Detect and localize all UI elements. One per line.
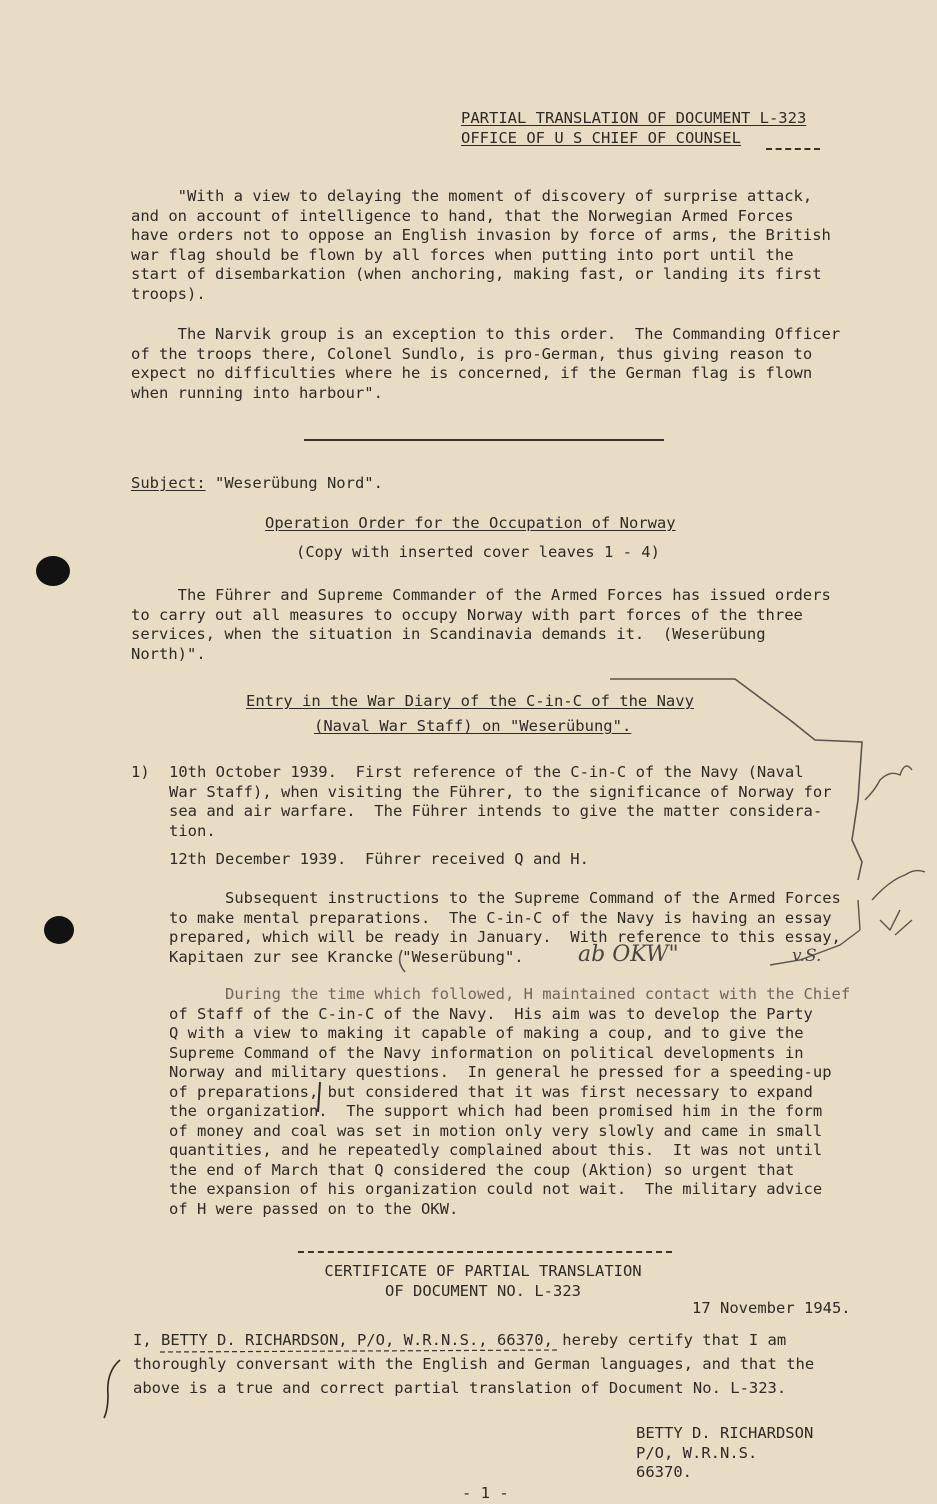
handwritten-note-2: v.S. xyxy=(792,946,822,966)
certificate-date: 17 November 1945. xyxy=(692,1299,851,1317)
text-line: services, when the situation in Scandinavia demands it. (Weserübung xyxy=(131,625,766,643)
text-line: Supreme Command of the Navy information on political developments in xyxy=(169,1043,804,1062)
text-line: troops). xyxy=(131,284,206,303)
signature-number: 66370. xyxy=(636,1463,692,1481)
text-line: War Staff), when visiting the Führer, to the significance of Norway for xyxy=(169,782,832,801)
text-line: and on account of intelligence to hand, that the Norwegian Armed Forces xyxy=(131,206,794,225)
text-line: sea and air warfare. The Führer intends to give the matter considera- xyxy=(169,802,823,820)
text-line: The Narvik group is an exception to this order. The Commanding Officer xyxy=(131,325,841,343)
open-paren-mark xyxy=(400,950,405,972)
text-line: 10th October 1939. First reference of the C-in-C of the Navy (Naval xyxy=(169,763,804,781)
text-line: of money and coal was set in motion only very slowly and came in small xyxy=(169,1121,823,1140)
text-line: thoroughly conversant with the English and German languages, and that the xyxy=(133,1355,815,1373)
text-line: of H were passed on to the OKW. xyxy=(169,1199,459,1218)
margin-scribble-1 xyxy=(865,766,912,800)
text-line: the organization. The support which had been promised him in the form xyxy=(169,1102,823,1120)
margin-scribble-2 xyxy=(872,871,925,935)
signature-name: BETTY D. RICHARDSON xyxy=(636,1424,814,1442)
text-line: I, BETTY D. RICHARDSON, P/O, W.R.N.S., 66370, hereby certify that I am xyxy=(133,1331,787,1349)
text-line: During the time which followed, H maintained contact with the Chief xyxy=(169,985,851,1003)
margin-bracket-line xyxy=(610,679,862,880)
text-line: Subsequent instructions to the Supreme Command of the Armed Forces xyxy=(169,889,841,907)
signature-underline xyxy=(160,1350,560,1352)
text-line: "With a view to delaying the moment of discovery of surprise attack, xyxy=(131,187,813,205)
text-line: the end of March that Q considered the coup (Aktion) so urgent that xyxy=(169,1160,795,1179)
header-line-2: OFFICE OF U S CHIEF OF COUNSEL xyxy=(461,129,741,147)
insertion-mark xyxy=(318,1082,320,1112)
text-line: of the troops there, Colonel Sundlo, is pro-German, thus giving reason to xyxy=(131,344,813,363)
diary-title-2: (Naval War Staff) on "Weserübung". xyxy=(314,717,632,735)
text-line: the expansion of his organization could not wait. The military advice xyxy=(169,1180,823,1198)
certificate-margin-mark xyxy=(104,1360,120,1418)
certificate-title-1: CERTIFICATE OF PARTIAL TRANSLATION xyxy=(324,1262,642,1280)
text-line: war flag should be flown by all forces when putting into port until the xyxy=(131,245,794,264)
text-line: The Führer and Supreme Commander of the Armed Forces has issued orders xyxy=(131,586,831,604)
text-line: Norway and military questions. In general he pressed for a speeding-up xyxy=(169,1063,832,1081)
diary-title-1: Entry in the War Diary of the C-in-C of the Navy xyxy=(246,692,694,710)
text-line: North)". xyxy=(131,644,206,663)
header-line-1: PARTIAL TRANSLATION OF DOCUMENT L-323 xyxy=(461,109,807,127)
subject-value: "Weserübung Nord". xyxy=(205,474,383,492)
text-line: start of disembarkation (when anchoring, making fast, or landing its first xyxy=(131,265,822,283)
operation-title: Operation Order for the Occupation of Norway xyxy=(265,514,676,532)
text-line: to make mental preparations. The C-in-C of the Navy is having an essay xyxy=(169,908,832,927)
subject-label: Subject: xyxy=(131,474,206,492)
text-line: Kapitaen zur see Krancke "Weserübung". xyxy=(169,947,524,966)
certificate-title-2: OF DOCUMENT NO. L-323 xyxy=(385,1282,581,1300)
text-line: when running into harbour". xyxy=(131,383,383,402)
handwritten-note-1: ab OKW" xyxy=(578,942,679,967)
signature-rank: P/O, W.R.N.S. xyxy=(636,1443,758,1462)
operation-subtitle: (Copy with inserted cover leaves 1 - 4) xyxy=(296,543,660,561)
diary-entry-2: 12th December 1939. Führer received Q and H. xyxy=(169,850,589,868)
page-number: - 1 - xyxy=(462,1484,509,1502)
text-line: Q with a view to making it capable of making a coup, and to give the xyxy=(169,1024,804,1042)
text-line: prepared, which will be ready in January. With reference to this essay, xyxy=(169,928,841,946)
text-line: of preparations, but considered that it was first necessary to expand xyxy=(169,1082,813,1101)
text-line: have orders not to oppose an English invasion by force of arms, the British xyxy=(131,226,831,244)
text-line: tion. xyxy=(169,821,216,840)
text-line: quantities, and he repeatedly complained about this. It was not until xyxy=(169,1141,823,1159)
text-line: expect no difficulties where he is concerned, if the German flag is flown xyxy=(131,364,813,382)
text-line: of Staff of the C-in-C of the Navy. His aim was to develop the Party xyxy=(169,1004,813,1023)
text-line: to carry out all measures to occupy Norway with part forces of the three xyxy=(131,605,803,624)
text-line: above is a true and correct partial translation of Document No. L-323. xyxy=(133,1379,787,1397)
entry-number: 1) xyxy=(131,763,150,781)
